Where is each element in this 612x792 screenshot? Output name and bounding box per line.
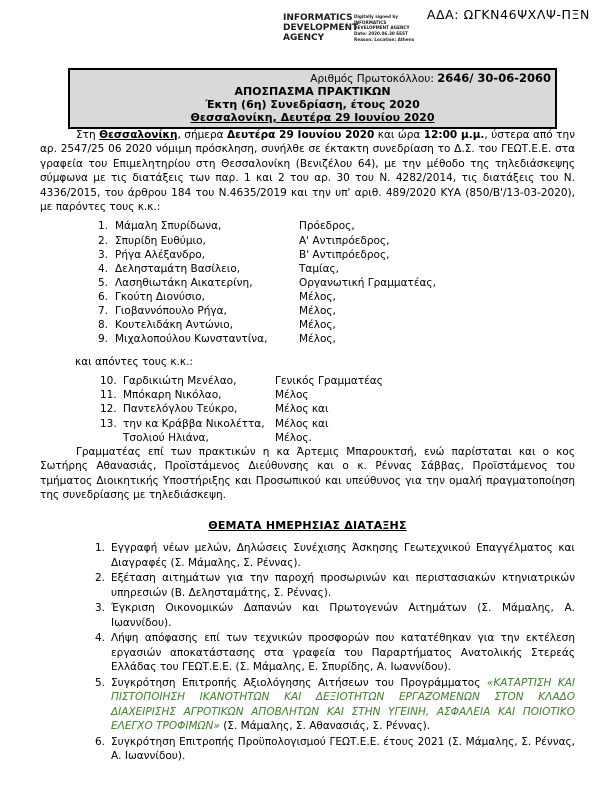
member-role: Α' Αντιπρόεδρος, xyxy=(299,234,390,247)
digital-signature-stamp xyxy=(283,14,416,44)
member-number: 1. xyxy=(98,220,109,233)
member-name: Τσολιού Ηλιάνα, xyxy=(123,431,209,444)
member-name: Κουτελιδάκη Αντώνιο, xyxy=(115,319,234,332)
intro-date: Δευτέρα 29 Ιουνίου 2020 xyxy=(227,129,375,141)
member-name: Ρήγα Αλέξανδρο, xyxy=(115,248,206,261)
member-number: 4. xyxy=(98,262,109,275)
agenda-item xyxy=(40,676,575,734)
session-date-line: Θεσσαλονίκη, Δευτέρα 29 Ιουνίου 2020 xyxy=(190,110,435,124)
agenda-item5-pre: Συγκρότηση Επιτροπής Αξιολόγησης Αιτήσεων του Προγράμματος xyxy=(111,676,487,689)
agenda-item-text xyxy=(111,676,575,734)
present-member-row xyxy=(40,262,575,276)
secretary-paragraph: Γραμματέας επί των πρακτικών η κα Άρτεμις Μπαρουκτσή, ενώ παρίσταται και ο κος Σωτήρης Αθανασιάς, Προϊστάμενος Διεύθυνσης και ο κ. Ρέννας Σάββας, Προϊστάμενος του τμήματος Διοικητικής Υποστήριξης και Προσωπικού και υπεύθυνος για την ομαλή πραγματοποίηση της συνεδρίασης με τηλεδιάσκεψη. xyxy=(40,445,575,501)
member-name: την κα Κράββα Νικολέττα, xyxy=(123,417,265,430)
absent-member-continuation-row xyxy=(40,431,575,445)
intro-city: Θεσσαλονίκη xyxy=(99,129,178,141)
agenda-item-text: Συγκρότηση Επιτροπής Προϋπολογισμού ΓΕΩΤ.Ε.Ε. έτους 2021 (Σ. Μάμαλης, Σ. Ρέννας, Α. Ιωαννίδου). xyxy=(111,735,575,763)
member-role: Μέλος και xyxy=(275,403,329,416)
present-member-row xyxy=(40,276,575,290)
member-name: Γαρδικιώτη Μενέλαο, xyxy=(123,375,237,388)
absent-member-row xyxy=(40,417,575,431)
agenda-item-number: 5. xyxy=(95,676,106,689)
agenda-item-number: 3. xyxy=(95,602,106,615)
present-member-row xyxy=(40,304,575,318)
member-role: Ταμίας, xyxy=(299,262,339,275)
member-number: 12. xyxy=(100,403,117,416)
member-name: Λασηθιωτάκη Αικατερίνη, xyxy=(115,276,253,289)
member-number: 5. xyxy=(98,276,109,289)
member-role: Μέλος, xyxy=(299,305,336,317)
present-member-row xyxy=(40,248,575,262)
member-name: Μιχαλοπούλου Κωνσταντίνα, xyxy=(115,333,268,346)
member-name: Παντελόγλου Τεύκρο, xyxy=(123,403,238,416)
agenda-item5-program-title: «ΚΑΤΑΡΤΙΣΗ ΚΑΙ ΠΙΣΤΟΠΟΙΗΣΗ ΙΚΑΝΟΤΗΤΩΝ ΚΑΙ ΔΕΞΙΟΤΗΤΩΝ ΕΡΓΑΖΟΜΕΝΩΝ ΣΤΟΝ ΚΛΑΔΟ ΔΙΑΧΕΙΡΙΣΗΣ ΑΓΡΟΤΙΚΩΝ ΑΠΟΒΛΗΤΩΝ ΚΑΙ ΣΤΗΝ ΥΓΕΙΝΗ, ΑΣΦΑΛΕΙΑ ΚΑΙ ΠΟΙΟΤΙΚΟ ΕΛΕΓΧΟ ΤΡΟΦΙΜΩΝ» xyxy=(111,676,575,733)
absent-member-row xyxy=(40,388,575,402)
agenda-item-number: 4. xyxy=(95,632,106,645)
present-member-row xyxy=(40,332,575,346)
member-role: Γενικός Γραμματέας xyxy=(275,375,383,388)
agenda-item-text: Λήψη απόφασης επί των τεχνικών προσφορών που κατατέθηκαν για την εκτέλεση εργασιών αποκατάστασης στα γραφεία του Παραρτήματος Ανατολικής Στερεάς Ελλάδας του ΓΕΩΤ.Ε.Ε. (Σ. Μάμαλης, Ε. Σπυρίδης, Α. Ιωαννίδου). xyxy=(111,632,575,674)
member-role: Μέλος, xyxy=(299,290,336,303)
member-role: Μέλος, xyxy=(299,333,336,346)
intro-seg: , σήμερα xyxy=(177,129,228,141)
agenda-item xyxy=(40,571,575,600)
protocol-value: 2646/ 30-06-2060 xyxy=(437,71,551,85)
member-role: Β' Αντιπρόεδρος, xyxy=(299,248,390,261)
protocol-label: Αριθμός Πρωτοκόλλου: xyxy=(310,73,438,85)
member-number: 2. xyxy=(98,234,109,247)
document-title: ΑΠΟΣΠΑΣΜΑ ΠΡΑΚΤΙΚΩΝ xyxy=(234,85,391,98)
member-name: Δελησταμάτη Βασίλειο, xyxy=(115,262,241,275)
ada-code: ΑΔΑ: ΩΓΚΝ46ΨΧΛΨ-ΠΞΝ xyxy=(426,7,590,22)
intro-paragraph xyxy=(40,128,575,214)
intro-time: 12:00 μ.μ. xyxy=(423,129,485,141)
agenda-item xyxy=(40,601,575,630)
session-title: Έκτη (6η) Συνεδρίαση, έτους 2020 xyxy=(205,97,420,111)
document-body xyxy=(40,128,575,765)
agenda-item xyxy=(40,631,575,675)
agenda-item-text: Εγγραφή νέων μελών, Δηλώσεις Συνέχισης Άσκησης Γεωτεχνικού Επαγγέλματος και Διαγραφές (Σ. Μάμαλης, Σ. Ρέννας). xyxy=(111,542,575,569)
intro-seg: Στη xyxy=(76,129,100,141)
present-member-row xyxy=(40,318,575,332)
protocol-header-box xyxy=(68,68,557,129)
member-number: 11. xyxy=(100,389,117,402)
member-number: 6. xyxy=(98,290,109,303)
intro-seg: , ύστερα από την αρ. 2547/25 06 2020 νόμιμη πρόσκληση, συνήλθε σε έκτακτη συνεδρίαση το Δ.Σ. του ΓΕΩΤ.Ε.Ε. στα γραφεία του Επιμελητηρίου στη Θεσσαλονίκη (Βενιζέλου 64), με την μέθοδο της τηλεδιάσκεψης σύμφωνα με τις διατάξεις των παρ. 1 και 2 του αρ. 30 του Ν. 4282/2014, τις διατάξεις του Ν. 4336/2015, του άρθρου 184 του Ν.4635/2019 και την υπ' αριθ. 489/2020 ΚΥΑ (850/Β'/13-03-2020), με παρόντες τους κ.κ.: xyxy=(40,129,575,214)
intro-seg: και ώρα xyxy=(374,129,424,141)
signature-details: Digitally signed by INFORMATICS DEVELOPMENT AGENCY Date: 2020.06.30 EEST Reason: Location: Athens xyxy=(354,14,415,42)
agenda-item xyxy=(40,541,575,570)
member-name: Γιοβαννόπουλο Ρήγα, xyxy=(115,305,227,317)
present-member-row xyxy=(40,219,575,233)
agenda-item-number: 6. xyxy=(95,735,106,748)
member-number: 8. xyxy=(98,319,109,332)
member-role: Μέλος. xyxy=(275,431,312,444)
absent-member-row xyxy=(40,374,575,388)
present-member-row xyxy=(40,290,575,304)
member-name: Μπόκαρη Νικόλαο, xyxy=(123,389,222,402)
member-role: Οργανωτική Γραμματέας, xyxy=(299,276,436,289)
member-role: Πρόεδρος, xyxy=(299,220,355,233)
absent-member-row xyxy=(40,402,575,416)
member-name: Σπυρίδη Ευθύμιο, xyxy=(115,234,206,247)
absent-members-list xyxy=(40,374,575,444)
agenda-item-number: 1. xyxy=(95,542,106,555)
member-number: 10. xyxy=(100,375,117,388)
member-number: 3. xyxy=(98,248,109,261)
member-role: Μέλος xyxy=(275,389,309,402)
present-members-list xyxy=(40,219,575,346)
member-role: Μέλος και xyxy=(275,417,329,430)
member-number: 13. xyxy=(100,417,117,430)
agenda-item5-post: (Σ. Μάμαλης, Σ. Αθανασιάς, Σ. Ρέννας). xyxy=(219,720,431,733)
agenda-item-text: Εξέταση αιτημάτων για την παροχή προσωρινών και περιστασιακών κτηνιατρικών υπηρεσιών (Β. Δελησταμάτης, Σ. Ρέννας). xyxy=(111,572,575,599)
agenda-heading: ΘΕΜΑΤΑ ΗΜΕΡΗΣΙΑΣ ΔΙΑΤΑΞΗΣ xyxy=(208,519,407,533)
member-number: 7. xyxy=(98,305,109,317)
agenda-item-text: Έγκριση Οικονομικών Δαπανών και Πρωτογενών Αιτημάτων (Σ. Μάμαλης, Α. Ιωαννίδου). xyxy=(111,602,575,629)
member-number: 9. xyxy=(98,333,109,346)
present-member-row xyxy=(40,234,575,248)
member-name: Γκούτη Διονύσιο, xyxy=(115,290,205,303)
signature-agency-name: INFORMATICS DEVELOPMENT AGENCY xyxy=(283,13,359,43)
agenda-item xyxy=(40,735,575,764)
agenda-item-number: 2. xyxy=(95,572,106,585)
protocol-number-line xyxy=(74,72,551,86)
absent-members-intro: και απόντες τους κ.κ.: xyxy=(75,356,193,369)
member-name: Μάμαλη Σπυρίδωνα, xyxy=(115,220,222,233)
member-role: Μέλος, xyxy=(299,319,336,332)
agenda-list xyxy=(40,541,575,764)
